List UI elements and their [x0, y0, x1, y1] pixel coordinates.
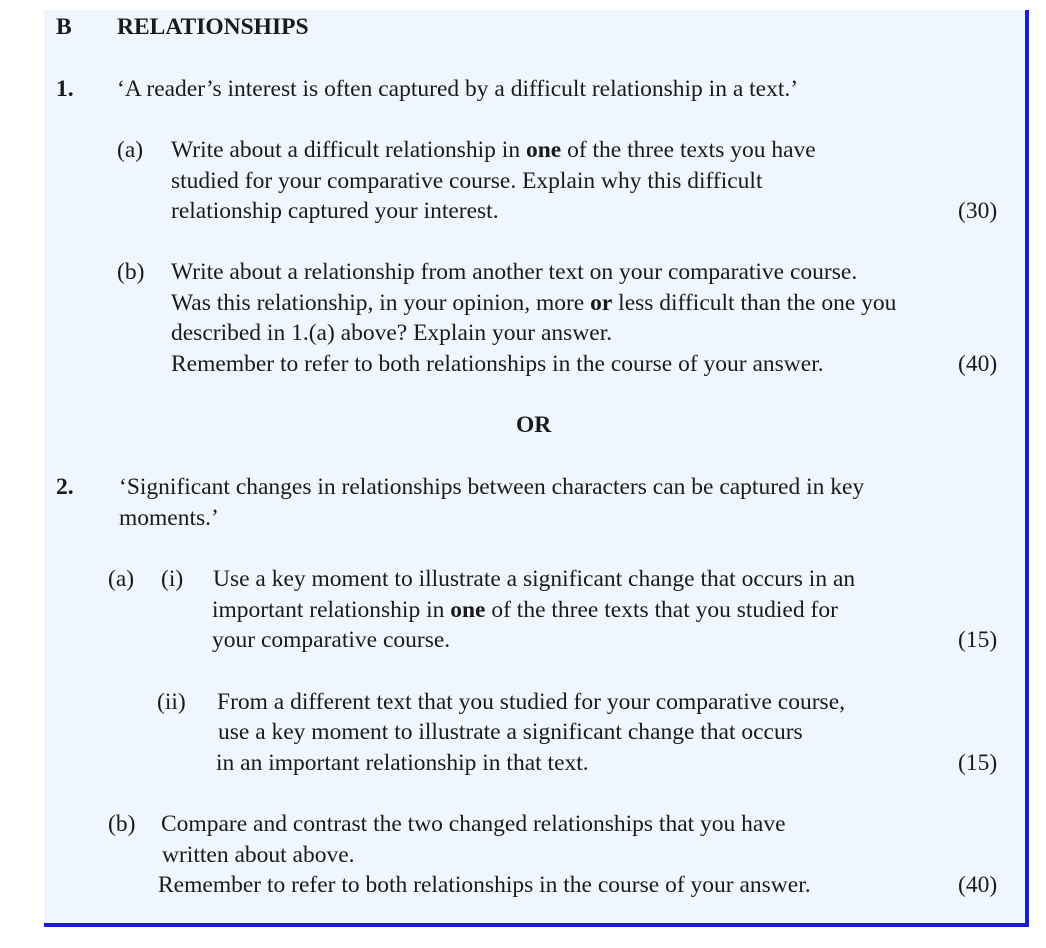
- q1b-marks: (40): [958, 351, 998, 377]
- q2a-i-line-1: Use a key moment to illustrate a significant change that occurs in an: [213, 566, 856, 592]
- q2-quote-line-1: ‘Significant changes in relationships between characters can be captured in key: [119, 474, 865, 500]
- q1b-line-4: Remember to refer to both relationships in the course of your answer.: [171, 351, 824, 377]
- q2a-i-label: (i): [161, 566, 184, 592]
- q1b-line-1: Write about a relationship from another text on your comparative course.: [171, 259, 858, 285]
- section-letter: B: [56, 14, 72, 40]
- q2b-line-3: Remember to refer to both relationships in the course of your answer.: [158, 872, 811, 898]
- q2-quote-line-2: moments.’: [119, 505, 219, 531]
- q1a-line-1: Write about a difficult relationship in one of the three texts you have: [171, 137, 816, 163]
- q2a-label: (a): [108, 566, 135, 592]
- q2b-label: (b): [108, 811, 136, 837]
- q1-quote: ‘A reader’s interest is often captured by a difficult relationship in a text.’: [117, 76, 799, 102]
- q1b-line-2: Was this relationship, in your opinion, more or less difficult than the one you: [171, 290, 897, 316]
- q2a-ii-marks: (15): [958, 750, 998, 776]
- q1b-label: (b): [117, 259, 145, 285]
- q2a-ii-line-2: use a key moment to illustrate a significant change that occurs: [218, 719, 803, 745]
- q2a-i-line-2: important relationship in one of the three texts that you studied for: [212, 597, 838, 623]
- q2a-i-marks: (15): [958, 627, 998, 653]
- q1b-line-3: described in 1.(a) above? Explain your answer.: [171, 320, 613, 346]
- or-divider: OR: [516, 412, 552, 438]
- q2-number: 2.: [56, 474, 74, 500]
- q2a-ii-line-3: in an important relationship in that text.: [216, 750, 589, 776]
- q2b-line-1: Compare and contrast the two changed relationships that you have: [161, 811, 786, 837]
- q2a-i-line-3: your comparative course.: [212, 627, 451, 653]
- q1-number: 1.: [56, 76, 74, 102]
- q1a-line-3: relationship captured your interest.: [171, 198, 499, 224]
- q2a-ii-label: (ii): [157, 689, 186, 715]
- q2b-marks: (40): [958, 872, 998, 898]
- q1a-marks: (30): [958, 198, 998, 224]
- q1a-label: (a): [117, 137, 144, 163]
- q2b-line-2: written about above.: [162, 842, 355, 868]
- section-title: RELATIONSHIPS: [117, 14, 309, 40]
- q2a-ii-line-1: From a different text that you studied for your comparative course,: [217, 689, 846, 715]
- q1a-line-2: studied for your comparative course. Explain why this difficult: [171, 168, 763, 194]
